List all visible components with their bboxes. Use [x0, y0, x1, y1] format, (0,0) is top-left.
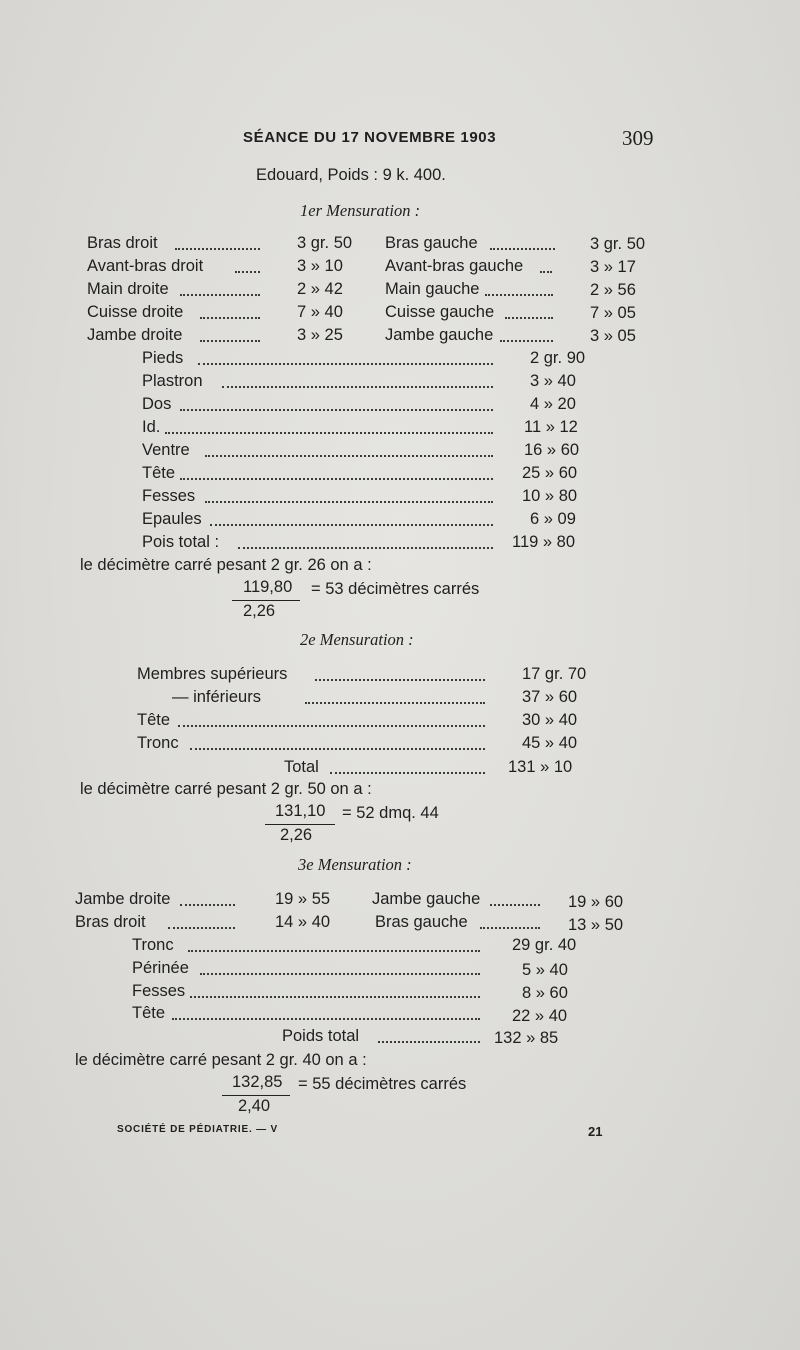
- leader-dots: [198, 363, 493, 365]
- row-value: 22 » 40: [512, 1007, 568, 1025]
- right-label: Bras gauche: [385, 234, 478, 252]
- right-value: 2 » 56: [590, 281, 636, 299]
- leader-dots: [490, 248, 555, 250]
- leader-dots: [165, 432, 493, 434]
- row-label: Périnée: [132, 959, 189, 977]
- leader-dots: [190, 996, 480, 998]
- leader-dots: [172, 1018, 480, 1020]
- leader-dots: [200, 973, 480, 975]
- total-value: 131 » 10: [508, 758, 573, 776]
- leader-dots: [235, 271, 260, 273]
- row-label: Epaules: [142, 510, 202, 528]
- mensuration-1-numerator: 119,80: [243, 578, 293, 596]
- mensuration-1-result: = 53 décimètres carrés: [311, 580, 480, 598]
- left-value: 14 » 40: [275, 913, 331, 931]
- leader-dots: [205, 455, 493, 457]
- mensuration-3-denominator: 2,40: [238, 1097, 271, 1115]
- left-value: 3 gr. 50: [297, 234, 353, 252]
- leader-dots: [178, 725, 485, 727]
- mensuration-3-numerator: 132,85: [232, 1073, 283, 1091]
- row-value: 2 gr. 90: [530, 349, 586, 367]
- right-label: Jambe gauche: [385, 326, 494, 344]
- row-value: 16 » 60: [524, 441, 580, 459]
- row-value: 8 » 60: [522, 984, 568, 1002]
- row-label: Plastron: [142, 372, 203, 390]
- leader-dots: [485, 294, 553, 296]
- row-value: 119 » 80: [512, 533, 576, 551]
- left-value: 19 » 55: [275, 890, 331, 908]
- left-label: Jambe droite: [75, 890, 171, 908]
- left-value: 7 » 40: [297, 303, 343, 321]
- total-label: Total: [284, 758, 319, 776]
- footer-signature: SOCIÉTÉ DE PÉDIATRIE. — V: [117, 1124, 278, 1135]
- sheet-number: 21: [588, 1124, 603, 1139]
- mensuration-3-note: le décimètre carré pesant 2 gr. 40 on a :: [75, 1051, 367, 1069]
- right-label: Main gauche: [385, 280, 480, 298]
- leader-dots: [378, 1041, 480, 1043]
- row-value: 11 » 12: [524, 418, 578, 436]
- leader-dots: [315, 679, 485, 681]
- running-title: SÉANCE DU 17 NOVEMBRE 1903: [243, 129, 497, 146]
- row-label: Tête: [142, 464, 176, 482]
- leader-dots: [180, 904, 235, 906]
- right-label: Jambe gauche: [372, 890, 481, 908]
- leader-dots: [305, 702, 485, 704]
- mensuration-2-result: = 52 dmq. 44: [342, 804, 439, 822]
- leader-dots: [200, 340, 260, 342]
- page-number: 309: [622, 126, 654, 150]
- row-label: Dos: [142, 395, 172, 413]
- leader-dots: [180, 478, 493, 480]
- leader-dots: [190, 748, 485, 750]
- row-value: 10 » 80: [522, 487, 578, 505]
- left-label: Bras droit: [87, 234, 158, 252]
- leader-dots: [490, 904, 540, 906]
- row-value: 29 gr. 40: [512, 936, 577, 954]
- left-value: 3 » 10: [297, 257, 343, 275]
- row-label: Tronc: [132, 936, 174, 954]
- row-value: 4 » 20: [530, 395, 576, 413]
- right-label: Avant-bras gauche: [385, 257, 524, 275]
- row-label: Tête: [137, 711, 171, 729]
- row-label: Pieds: [142, 349, 184, 367]
- mensuration-1-heading: 1er Mensuration :: [300, 201, 421, 220]
- leader-dots: [500, 340, 553, 342]
- row-label: Id.: [142, 418, 161, 436]
- row-label: Membres supérieurs: [137, 665, 288, 683]
- mensuration-2-numerator: 131,10: [275, 802, 326, 820]
- leader-dots: [188, 950, 480, 952]
- subject-line: Edouard, Poids : 9 k. 400.: [256, 166, 446, 184]
- mensuration-1-note: le décimètre carré pesant 2 gr. 26 on a :: [80, 556, 372, 574]
- left-label: Avant-bras droit: [87, 257, 204, 275]
- right-value: 3 » 17: [590, 258, 636, 276]
- right-label: Bras gauche: [375, 913, 468, 931]
- fraction-bar: [222, 1095, 290, 1096]
- leader-dots: [238, 547, 493, 549]
- row-value: 6 » 09: [530, 510, 576, 528]
- row-value: 3 » 40: [530, 372, 576, 390]
- mensuration-2-denominator: 2,26: [280, 826, 313, 844]
- total-label: Poids total: [282, 1027, 360, 1045]
- right-value: 19 » 60: [568, 893, 624, 911]
- row-label: Fesses: [142, 487, 196, 505]
- leader-dots: [222, 386, 493, 388]
- left-label: Cuisse droite: [87, 303, 184, 321]
- left-label: Jambe droite: [87, 326, 183, 344]
- mensuration-2-note: le décimètre carré pesant 2 gr. 50 on a :: [80, 780, 372, 798]
- row-value: 37 » 60: [522, 688, 578, 706]
- row-label: Ventre: [142, 441, 190, 459]
- mensuration-2-heading: 2e Mensuration :: [300, 630, 414, 649]
- row-value: 30 » 40: [522, 711, 578, 729]
- leader-dots: [168, 927, 235, 929]
- row-label: Tronc: [137, 734, 179, 752]
- mensuration-1-denominator: 2,26: [243, 602, 276, 620]
- right-value: 13 » 50: [568, 916, 624, 934]
- mensuration-3-heading: 3e Mensuration :: [298, 855, 412, 874]
- right-value: 3 » 05: [590, 327, 636, 345]
- leader-dots: [210, 524, 493, 526]
- leader-dots: [175, 248, 260, 250]
- fraction-bar: [232, 600, 300, 601]
- leader-dots: [180, 294, 260, 296]
- leader-dots: [480, 927, 540, 929]
- right-value: 3 gr. 50: [590, 235, 646, 253]
- row-label: Tête: [132, 1004, 166, 1022]
- total-value: 132 » 85: [494, 1029, 559, 1047]
- leader-dots: [180, 409, 493, 411]
- row-label: Fesses: [132, 982, 186, 1000]
- leader-dots: [200, 317, 260, 319]
- left-label: Main droite: [87, 280, 169, 298]
- left-label: Bras droit: [75, 913, 146, 931]
- left-value: 2 » 42: [297, 280, 343, 298]
- mensuration-3-result: = 55 décimètres carrés: [298, 1075, 467, 1093]
- row-value: 17 gr. 70: [522, 665, 587, 683]
- row-value: 45 » 40: [522, 734, 578, 752]
- left-value: 3 » 25: [297, 326, 343, 344]
- fraction-bar: [265, 824, 335, 825]
- leader-dots: [505, 317, 553, 319]
- leader-dots: [540, 271, 552, 273]
- leader-dots: [330, 772, 485, 774]
- right-label: Cuisse gauche: [385, 303, 495, 321]
- leader-dots: [205, 501, 493, 503]
- row-value: 5 » 40: [522, 961, 568, 979]
- row-label: Pois total :: [142, 533, 220, 551]
- right-value: 7 » 05: [590, 304, 636, 322]
- row-label: — inférieurs: [172, 688, 261, 706]
- row-value: 25 » 60: [522, 464, 578, 482]
